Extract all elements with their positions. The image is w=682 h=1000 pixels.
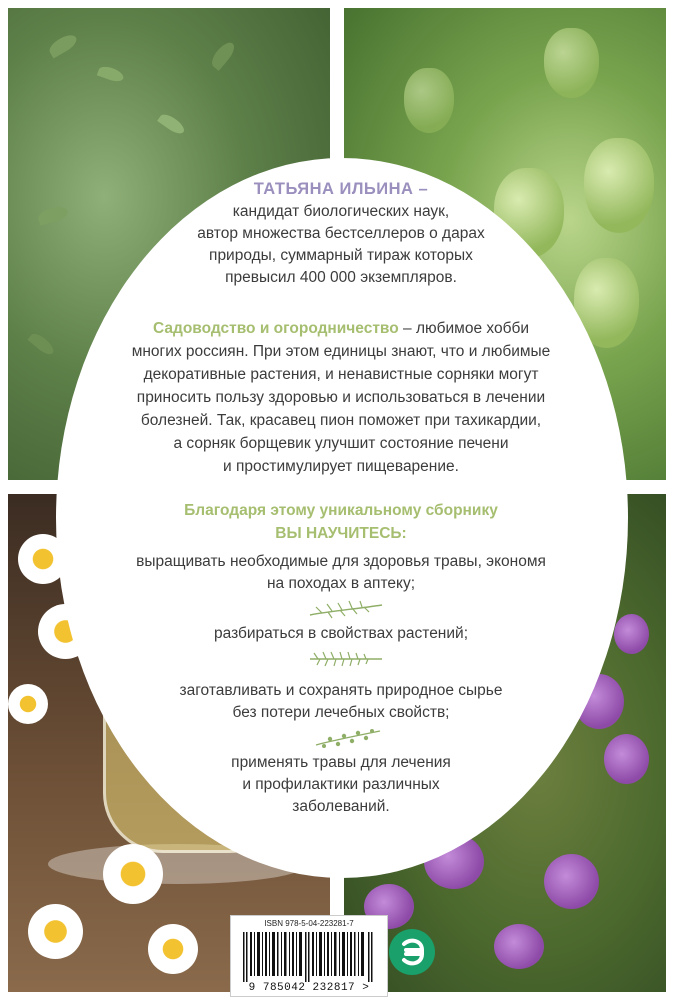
- intro-line: декоративные растения, и ненавистные сорняки могут: [143, 366, 539, 383]
- barcode-panel: [230, 915, 388, 997]
- learn-item-line: без потери лечебных свойств;: [232, 704, 450, 721]
- learn-item-line: заболеваний.: [292, 798, 390, 815]
- learn-item-line: выращивать необходимые для здоровья травы, экономя: [136, 553, 546, 570]
- ean-number: 9 785042 232817 >: [248, 982, 370, 994]
- author-bio-line: природы, суммарный тираж которых: [209, 247, 473, 264]
- learn-heading: Благодаря этому уникальному сборнику: [184, 502, 498, 519]
- learn-heading-emphasis: ВЫ НАУЧИТЕСЬ:: [275, 525, 407, 542]
- author-bio-line: кандидат биологических наук,: [232, 203, 450, 220]
- intro-first-line-rest: – любимое хобби: [398, 320, 529, 337]
- learn-item-line: заготавливать и сохранять природное сырье: [179, 682, 503, 699]
- intro-highlight: Садоводство и огородничество: [152, 320, 399, 337]
- learn-item-line: применять травы для лечения: [231, 754, 451, 771]
- intro-first-line: [0, 318, 682, 341]
- intro-line: а сорняк борщевик улучшит состояние печени: [173, 435, 509, 452]
- intro-line: и простимулирует пищеварение.: [223, 458, 459, 475]
- herb-sprig-icon: [306, 648, 386, 670]
- intro-line: болезней. Так, красавец пион поможет при тахикардии,: [140, 412, 542, 429]
- author-bio-line: автор множества бестселлеров о дарах: [197, 225, 485, 242]
- learn-item-line: и профилактики различных: [242, 776, 440, 793]
- intro-line: многих россиян. При этом единицы знают, что и любимые: [131, 343, 551, 360]
- learn-item-line: разбираться в свойствах растений;: [214, 625, 468, 642]
- author-name: ТАТЬЯНА ИЛЬИНА –: [253, 180, 429, 198]
- isbn-text: ISBN 978-5-04-223281-7: [264, 919, 354, 928]
- herb-sprig-icon: [306, 599, 386, 621]
- learn-item-line: на походах в аптеку;: [266, 575, 415, 592]
- intro-line: приносить пользу здоровью и использоваться в лечении: [136, 389, 546, 406]
- author-bio-line: превысил 400 000 экземпляров.: [225, 269, 457, 286]
- herb-sprig-icon: [310, 727, 390, 749]
- publisher-logo-icon: [388, 928, 436, 976]
- barcode-icon: [241, 932, 377, 982]
